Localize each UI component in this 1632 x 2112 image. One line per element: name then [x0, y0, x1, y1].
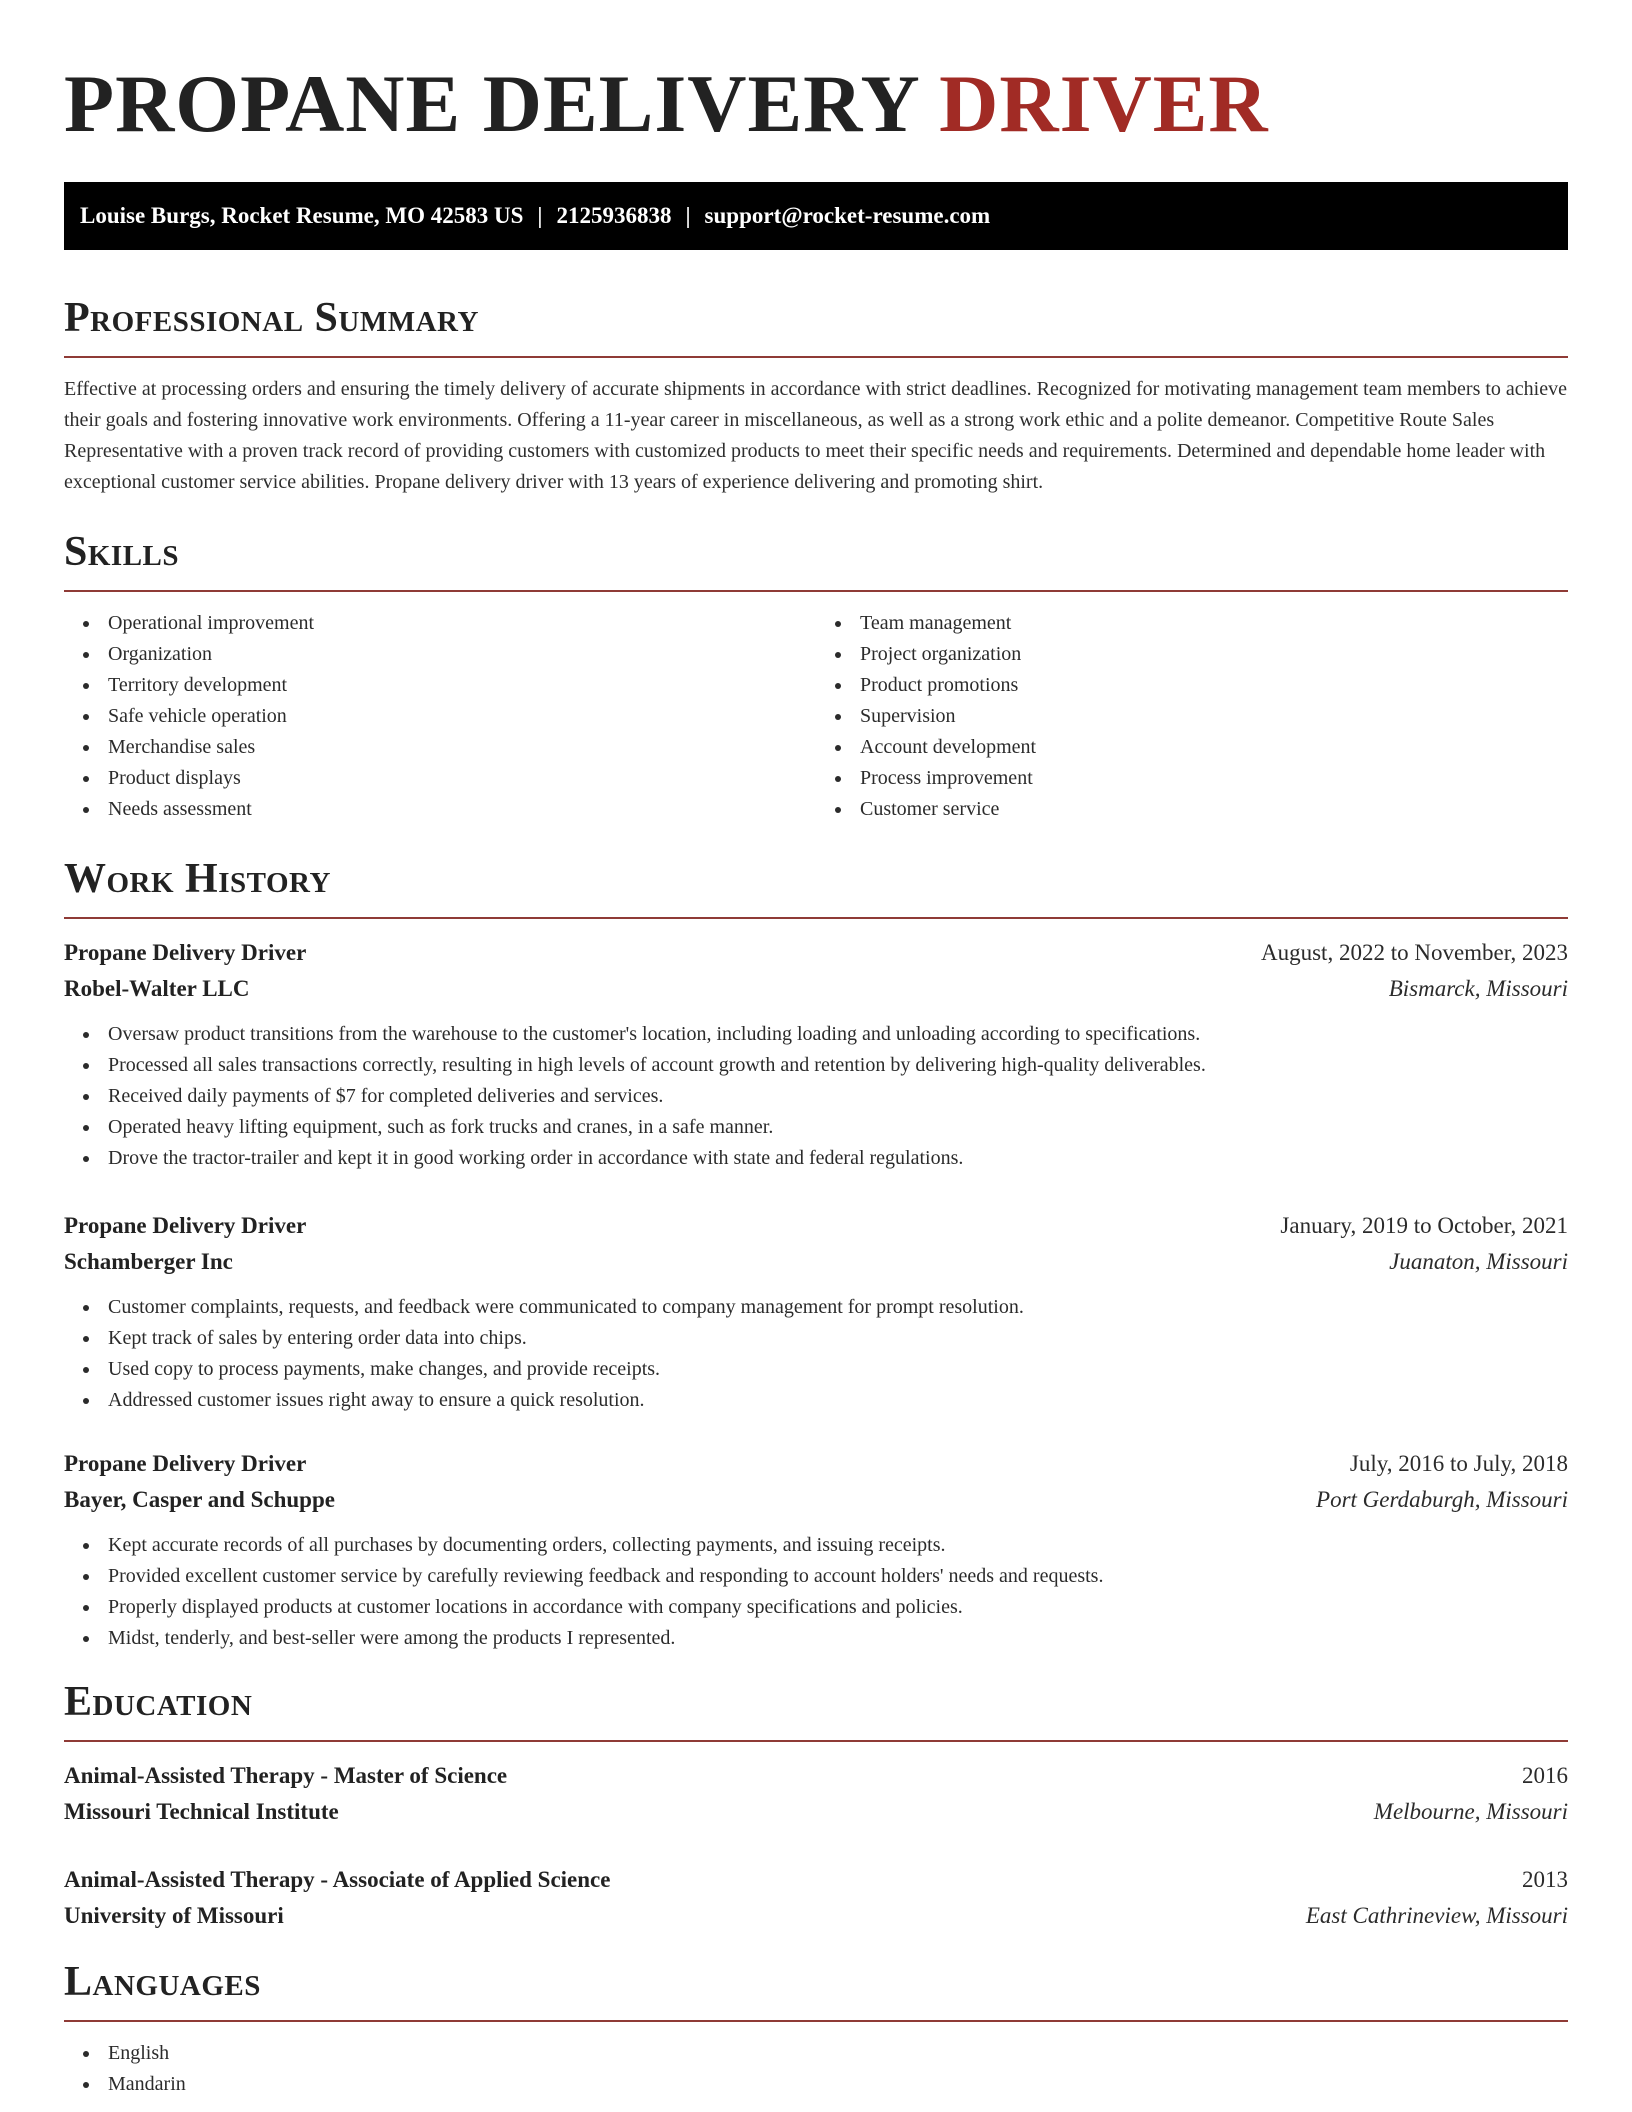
job-bullet: Oversaw product transitions from the warehouse to the customer's location, including loading and unloading according to specifications.: [108, 1019, 1568, 1050]
job-bullet: Properly displayed products at customer locations in accordance with company specifications and policies.: [108, 1592, 1568, 1623]
job-header-row: [64, 1208, 1568, 1244]
job-bullet: Kept accurate records of all purchases by documenting orders, collecting payments, and issuing receipts.: [108, 1530, 1568, 1561]
education-degree: Animal-Assisted Therapy - Associate of Applied Science: [64, 1867, 611, 1892]
education-year: 2016: [1522, 1763, 1568, 1788]
job-entry: [64, 1208, 1568, 1416]
contact-phone: 2125936838: [556, 203, 672, 228]
skill-item: Customer service: [860, 794, 1568, 825]
job-location: Bismarck, Missouri: [1388, 976, 1568, 1001]
summary-heading: Professional Summary: [64, 295, 479, 341]
education-year: 2013: [1522, 1867, 1568, 1892]
skills-list-left: [64, 608, 816, 825]
contact-separator: |: [685, 203, 691, 228]
skills-heading: Skills: [64, 529, 180, 575]
contact-bar: [64, 182, 1568, 250]
summary-text: Effective at processing orders and ensuring the timely delivery of accurate shipments in accordance with strict deadlines. Recognized for motivating management team members to achieve their goals and fostering innovative work environments. Offering a 11-year career in miscellaneous, as well as a strong work ethic and a polite demeanor. Competitive Route Sales Representative with a proven track record of providing customers with customized products to meet their specific needs and requirements. Determined and dependable home leader with exceptional customer service abilities. Propane delivery driver with 13 years of experience delivering and promoting shirt.: [64, 378, 1567, 493]
job-company-row: [64, 1482, 1568, 1518]
work-heading: Work History: [64, 856, 331, 902]
job-bullet: Provided excellent customer service by carefully reviewing feedback and responding to account holders' needs and requests.: [108, 1561, 1568, 1592]
contact-separator: |: [537, 203, 543, 228]
skill-item: Merchandise sales: [108, 732, 816, 763]
resume-title: [64, 56, 1568, 152]
section-divider: [64, 2020, 1568, 2022]
education-school: University of Missouri: [64, 1903, 284, 1928]
skills-list-right: [816, 608, 1568, 825]
skill-item: Process improvement: [860, 763, 1568, 794]
education-school: Missouri Technical Institute: [64, 1799, 339, 1824]
skill-item: Operational improvement: [108, 608, 816, 639]
job-title: Propane Delivery Driver: [64, 1451, 307, 1476]
job-entry: [64, 1446, 1568, 1654]
job-bullet: Operated heavy lifting equipment, such as fork trucks and cranes, in a safe manner.: [108, 1112, 1568, 1143]
job-bullets: [64, 1530, 1568, 1654]
job-bullet: Received daily payments of $7 for completed deliveries and services.: [108, 1081, 1568, 1112]
job-dates: January, 2019 to October, 2021: [1280, 1213, 1568, 1238]
skill-item: Supervision: [860, 701, 1568, 732]
job-bullet: Customer complaints, requests, and feedback were communicated to company management for prompt resolution.: [108, 1292, 1568, 1323]
language-item: English: [108, 2038, 1568, 2069]
section-divider: [64, 590, 1568, 592]
section-divider: [64, 356, 1568, 358]
job-bullets: [64, 1292, 1568, 1416]
job-company-row: [64, 1244, 1568, 1280]
job-header-row: [64, 1446, 1568, 1482]
title-main: PROPANE DELIVERY: [64, 58, 918, 149]
skill-item: Project organization: [860, 639, 1568, 670]
skills-grid: [64, 608, 1568, 825]
job-location: Port Gerdaburgh, Missouri: [1316, 1487, 1568, 1512]
education-location: Melbourne, Missouri: [1373, 1799, 1568, 1824]
job-bullets: [64, 1019, 1568, 1174]
education-degree: Animal-Assisted Therapy - Master of Science: [64, 1763, 508, 1788]
skill-item: Account development: [860, 732, 1568, 763]
language-item: Mandarin: [108, 2069, 1568, 2100]
skill-item: Safe vehicle operation: [108, 701, 816, 732]
job-bullet: Kept track of sales by entering order data into chips.: [108, 1323, 1568, 1354]
job-dates: August, 2022 to November, 2023: [1261, 940, 1568, 965]
job-bullet: Addressed customer issues right away to ensure a quick resolution.: [108, 1385, 1568, 1416]
job-bullet: Drove the tractor-trailer and kept it in good working order in accordance with state and federal regulations.: [108, 1143, 1568, 1174]
job-bullet: Midst, tenderly, and best-seller were among the products I represented.: [108, 1623, 1568, 1654]
job-dates: July, 2016 to July, 2018: [1349, 1451, 1568, 1476]
skill-item: Organization: [108, 639, 816, 670]
education-degree-row: [64, 1758, 1568, 1794]
section-divider: [64, 1740, 1568, 1742]
education-degree-row: [64, 1862, 1568, 1898]
job-title: Propane Delivery Driver: [64, 940, 307, 965]
skill-item: Product displays: [108, 763, 816, 794]
education-school-row: [64, 1794, 1568, 1830]
job-company: Schamberger Inc: [64, 1249, 233, 1274]
education-entry: [64, 1758, 1568, 1830]
section-divider: [64, 917, 1568, 919]
languages-heading: Languages: [64, 1959, 261, 2005]
education-school-row: [64, 1898, 1568, 1934]
skill-item: Needs assessment: [108, 794, 816, 825]
job-company-row: [64, 971, 1568, 1007]
education-heading: Education: [64, 1679, 253, 1725]
job-bullet: Processed all sales transactions correctly, resulting in high levels of account growth and retention by delivering high-quality deliverables.: [108, 1050, 1568, 1081]
languages-list: [64, 2038, 1568, 2100]
job-bullet: Used copy to process payments, make changes, and provide receipts.: [108, 1354, 1568, 1385]
job-entry: [64, 935, 1568, 1174]
contact-email: support@rocket-resume.com: [704, 203, 991, 228]
education-entry: [64, 1862, 1568, 1934]
skill-item: Territory development: [108, 670, 816, 701]
job-header-row: [64, 935, 1568, 971]
contact-address: Louise Burgs, Rocket Resume, MO 42583 US: [80, 203, 524, 228]
job-company: Bayer, Casper and Schuppe: [64, 1487, 335, 1512]
job-title: Propane Delivery Driver: [64, 1213, 307, 1238]
skill-item: Product promotions: [860, 670, 1568, 701]
job-company: Robel-Walter LLC: [64, 976, 250, 1001]
job-location: Juanaton, Missouri: [1389, 1249, 1568, 1274]
title-accent: DRIVER: [939, 58, 1269, 149]
education-location: East Cathrineview, Missouri: [1305, 1903, 1568, 1928]
skill-item: Team management: [860, 608, 1568, 639]
